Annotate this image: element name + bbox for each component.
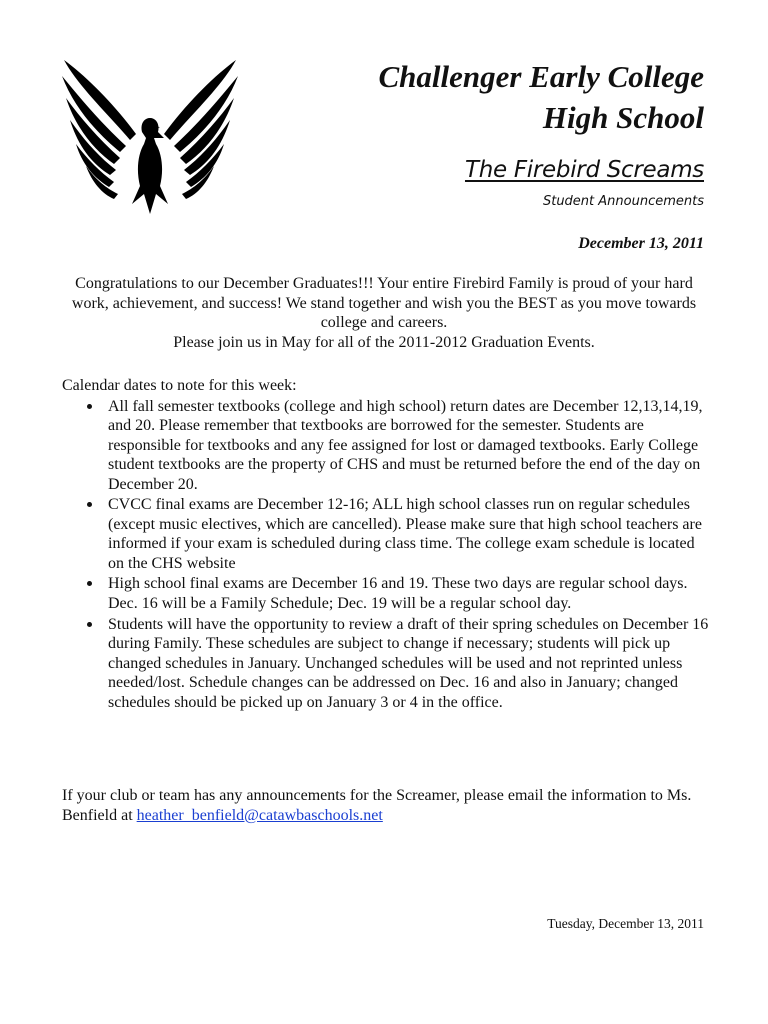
- issue-date: December 13, 2011: [578, 235, 704, 252]
- newsletter-title: The Firebird Screams: [464, 157, 704, 183]
- firebird-logo-icon: [56, 54, 244, 232]
- newsletter-subtitle: Student Announcements: [542, 194, 704, 209]
- calendar-list: [62, 397, 712, 713]
- calendar-heading: Calendar dates to note for this week:: [62, 377, 297, 394]
- calendar-section: [62, 376, 712, 713]
- congratulations-paragraph: Congratulations to our December Graduates!!! Your entire Firebird Family is proud of your hard work, achievement, and success! We stand together and wish you the BEST as you move towards college and careers.: [71, 275, 697, 331]
- calendar-item-textbooks: All fall semester textbooks (college and high school) return dates are December 12,13,14,19, and 20. Please remember that textbooks are borrowed for the semester. Students are responsible for textbooks and any fee assigned for lost or damaged textbooks. Early College student textbooks are the property of CHS and must be returned before the end of the day on December 20.: [62, 397, 712, 495]
- school-name: [244, 56, 704, 138]
- benfield-email-link[interactable]: heather_benfield@catawbaschools.net: [136, 806, 383, 824]
- calendar-item-cvcc-exams: CVCC final exams are December 12-16; ALL high school classes run on regular schedules (except music electives, which are cancelled). Please make sure that high school teachers are informed if your exam is scheduled during class time. The college exam schedule is located on the CHS website: [62, 495, 712, 573]
- club-announcement-note: [62, 786, 712, 825]
- graduation-events-note: Please join us in May for all of the 2011-2012 Graduation Events.: [173, 333, 595, 351]
- club-note-text: If your club or team has any announcements for the Screamer, please email the information to Ms. Benfield at: [62, 787, 692, 824]
- calendar-item-hs-exams: High school final exams are December 16 and 19. These two days are regular school days. Dec. 16 will be a Family Schedule; Dec. 19 will be a regular school day.: [62, 574, 712, 613]
- intro-section: [62, 274, 706, 352]
- school-name-line1: Challenger Early College: [378, 59, 704, 94]
- school-name-line2: High School: [542, 100, 704, 135]
- footer-date: Tuesday, December 13, 2011: [547, 916, 704, 931]
- calendar-item-spring-schedules: Students will have the opportunity to review a draft of their spring schedules on December 16 during Family. These schedules are subject to change if necessary; students will pick up changed schedules in January. Unchanged schedules will be used and not reprinted unless needed/lost. Schedule changes can be addressed on Dec. 16 and also in January; changed schedules should be picked up on January 3 or 4 in the office.: [62, 615, 712, 713]
